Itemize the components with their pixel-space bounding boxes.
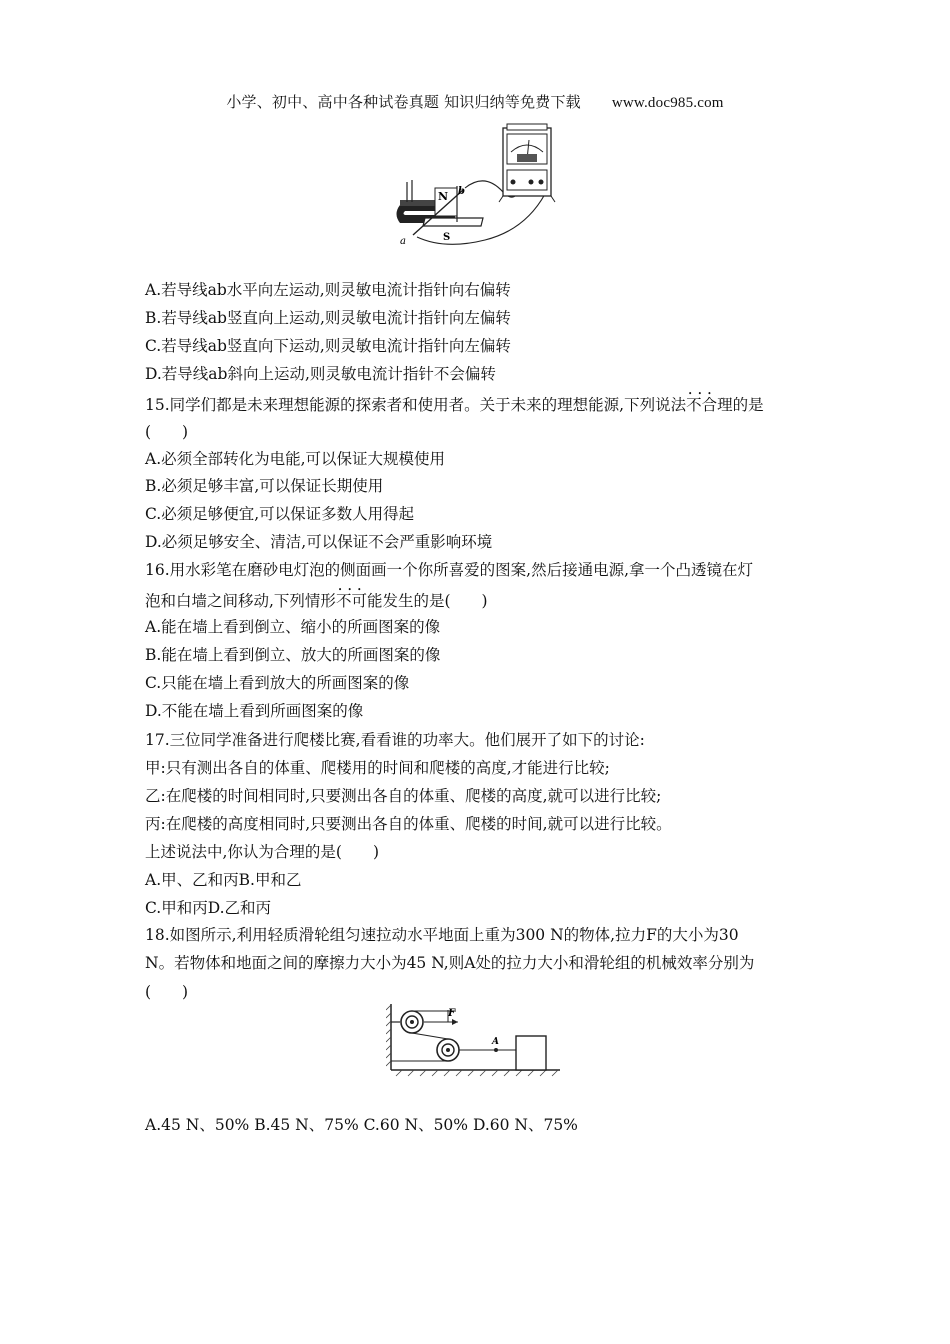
q18-options: A.45 N、50% B.45 N、75% C.60 N、50% D.60 N、75% — [145, 1116, 578, 1134]
q16-option-c: C.只能在墙上看到放大的所画图案的像 — [145, 674, 410, 692]
q17-options-line1: A.甲、乙和丙B.甲和乙 — [145, 871, 302, 889]
label-b: b — [458, 186, 465, 197]
q15-option-a: A.必须全部转化为电能,可以保证大规模使用 — [145, 450, 446, 468]
q17-options-line2: C.甲和丙D.乙和丙 — [145, 899, 272, 917]
q15-option-c: C.必须足够便宜,可以保证多数人用得起 — [145, 505, 415, 523]
q16-emphasis: 不可能 • • • — [336, 592, 383, 610]
label-a-point: A — [492, 1037, 499, 1047]
q16-option-d: D.不能在墙上看到所画图案的像 — [145, 702, 364, 720]
label-s: S — [443, 232, 451, 243]
label-n: N — [438, 190, 449, 203]
galvanometer — [499, 124, 555, 202]
q16-option-a: A.能在墙上看到倒立、缩小的所画图案的像 — [145, 618, 441, 636]
q16-stem-line2: 泡和白墙之间移动,下列情形不可能 • • •发生的是( ) — [145, 591, 488, 611]
q17-yi: 乙:在爬楼的时间相同时,只要测出各自的体重、爬楼的高度,就可以进行比较; — [145, 787, 662, 805]
q15-emphasis: 不合理 • • • — [686, 396, 733, 414]
q16-option-b: B.能在墙上看到倒立、放大的所画图案的像 — [145, 646, 441, 664]
q15-option-d: D.必须足够安全、清洁,可以保证不会严重影响环境 — [145, 533, 493, 551]
q17-stem: 17.三位同学准备进行爬楼比赛,看看谁的功率大。他们展开了如下的讨论: — [145, 731, 645, 749]
q18-stem-line2: N。若物体和地面之间的摩擦力大小为45 N,则A处的拉力大小和滑轮组的机械效率分别为 — [145, 954, 755, 972]
q15-paren: ( ) — [145, 423, 189, 441]
page-header — [0, 91, 950, 112]
q17-bing: 丙:在爬楼的高度相同时,只要测出各自的体重、爬楼的时间,就可以进行比较。 — [145, 815, 672, 833]
q18-paren: ( ) — [145, 983, 189, 1001]
pulley-system-figure — [386, 1000, 564, 1080]
q15-option-b: B.必须足够丰富,可以保证长期使用 — [145, 477, 384, 495]
q16-stem-line1: 16.用水彩笔在磨砂电灯泡的侧面画一个你所喜爱的图案,然后接通电源,拿一个凸透镜在灯 — [145, 561, 754, 579]
q18-stem-line1: 18.如图所示,利用轻质滑轮组匀速拉动水平地面上重为300 N的物体,拉力F的大小为30 — [145, 926, 739, 944]
electromagnetic-induction-figure — [385, 122, 565, 252]
q15-stem: 15.同学们都是未来理想能源的探索者和使用者。关于未来的理想能源,下列说法不合理 • • •的是 — [145, 395, 764, 415]
label-a: a — [400, 236, 406, 247]
q17-jia: 甲:只有测出各自的体重、爬楼用的时间和爬楼的高度,才能进行比较; — [145, 759, 610, 777]
q14-option-c: C.若导线ab竖直向下运动,则灵敏电流计指针向左偏转 — [145, 337, 511, 355]
label-f: F — [448, 1008, 456, 1019]
q14-option-d: D.若导线ab斜向上运动,则灵敏电流计指针不会偏转 — [145, 365, 496, 383]
q14-option-a: A.若导线ab水平向左运动,则灵敏电流计指针向右偏转 — [145, 281, 511, 299]
q14-option-b: B.若导线ab竖直向上运动,则灵敏电流计指针向左偏转 — [145, 309, 511, 327]
header-url: www.doc985.com — [611, 95, 724, 111]
q17-question: 上述说法中,你认为合理的是( ) — [145, 843, 380, 861]
header-title: 小学、初中、高中各种试卷真题 知识归纳等免费下载 — [226, 93, 581, 111]
